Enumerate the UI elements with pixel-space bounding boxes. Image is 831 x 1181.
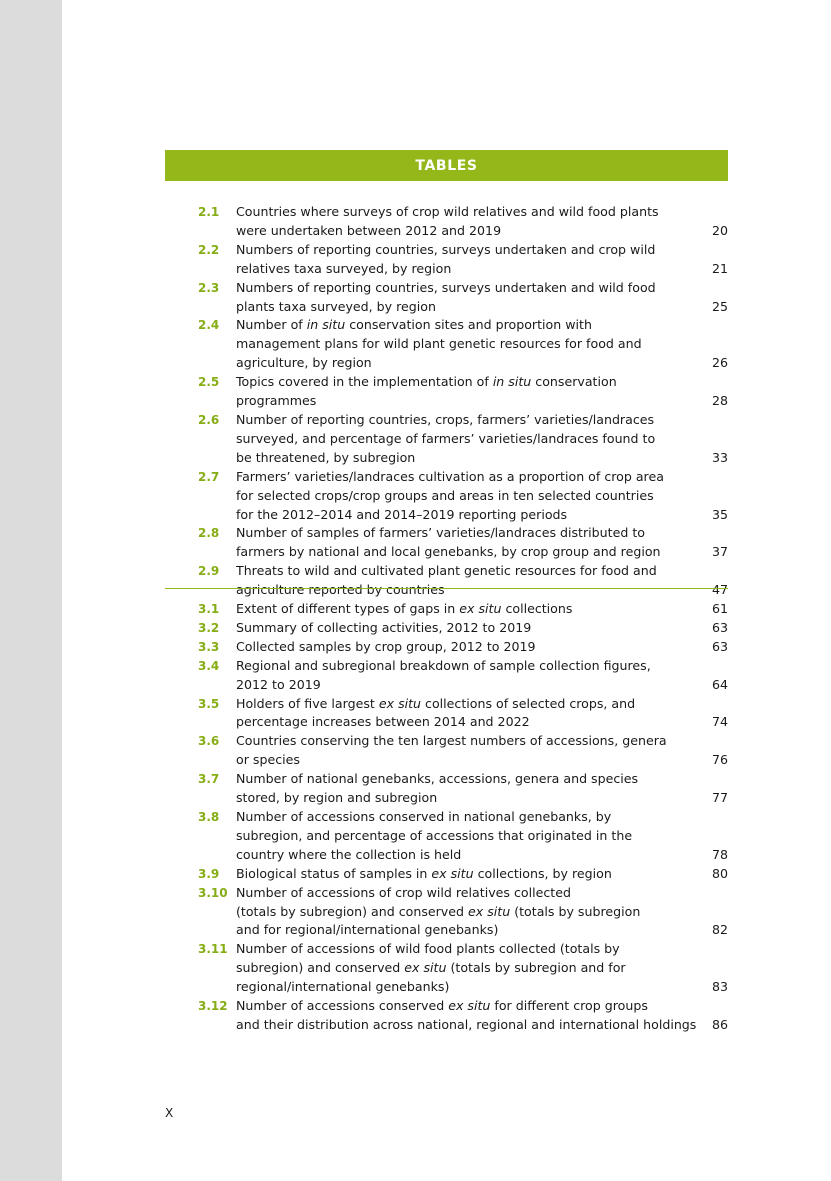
page-reference: 21 [711, 260, 728, 276]
toc-entry[interactable] [165, 997, 728, 1035]
table-title: Number of accessions of wild food plants collected (totals by subregion) and conserved ex situ (totals by subregion and for regional/international genebanks) [236, 941, 626, 995]
table-number: 3.10 [198, 885, 228, 900]
page-reference: 76 [711, 752, 728, 768]
table-title: Topics covered in the implementation of in situ conservation programmes [236, 374, 617, 409]
table-title: Numbers of reporting countries, surveys undertaken and crop wild relatives taxa surveyed, by region [236, 241, 656, 276]
table-title: Number of samples of farmers’ varieties/landraces distributed to farmers by national and local genebanks, by crop group and region [236, 525, 661, 560]
table-title: Countries conserving the ten largest numbers of accessions, genera or species [236, 733, 667, 768]
toc-entry[interactable] [165, 279, 728, 317]
page-reference: 35 [711, 506, 728, 522]
page-reference: 63 [711, 619, 728, 635]
table-title: Number of accessions conserved ex situ for different crop groups and their distribution across national, regional and international holdings [236, 998, 697, 1032]
page-reference: 64 [711, 676, 728, 692]
table-number: 3.11 [198, 942, 228, 957]
toc-entry[interactable] [165, 562, 728, 600]
toc-entry[interactable] [165, 316, 728, 373]
tables-banner [165, 150, 728, 181]
table-number: 3.12 [198, 999, 228, 1014]
table-title: Regional and subregional breakdown of sample collection figures, 2012 to 2019 [236, 657, 651, 692]
banner-title: TABLES [415, 157, 478, 174]
table-number: 2.1 [198, 205, 220, 219]
table-title: Biological status of samples in ex situ collections, by region [236, 865, 612, 881]
table-number: 2.2 [198, 242, 220, 257]
page-reference: 86 [711, 1016, 728, 1032]
page-reference: 26 [711, 355, 728, 371]
table-number: 2.7 [198, 469, 220, 484]
table-number: 2.9 [198, 564, 220, 579]
page-reference: 63 [711, 638, 728, 654]
toc-entry[interactable] [165, 657, 728, 695]
toc-entry[interactable] [165, 203, 728, 241]
page-reference: 33 [711, 449, 728, 465]
toc-entry[interactable] [165, 524, 728, 562]
page-reference: 25 [711, 298, 728, 314]
table-number: 3.2 [198, 620, 220, 635]
table-number: 3.7 [198, 772, 220, 787]
tables-list-chapter-3 [165, 600, 728, 1035]
table-number: 3.1 [198, 602, 220, 616]
page-reference: 61 [711, 601, 728, 616]
toc-entry[interactable] [165, 732, 728, 770]
table-title: Numbers of reporting countries, surveys undertaken and wild food plants taxa surveyed, by region [236, 279, 656, 314]
toc-entry[interactable] [165, 411, 728, 468]
table-number: 2.8 [198, 526, 220, 541]
page-reference: 82 [711, 922, 728, 938]
toc-entry[interactable] [165, 865, 728, 884]
table-title: Extent of different types of gaps in ex situ collections [236, 601, 573, 616]
table-number: 2.6 [198, 412, 220, 427]
page-reference: 83 [711, 979, 728, 995]
toc-entry[interactable] [165, 600, 728, 619]
table-number: 3.5 [198, 696, 220, 711]
toc-entry[interactable] [165, 770, 728, 808]
toc-entry[interactable] [165, 619, 728, 638]
table-number: 3.8 [198, 809, 220, 824]
table-title: Countries where surveys of crop wild relatives and wild food plants were undertaken between 2012 and 2019 [236, 204, 659, 238]
section-divider [165, 588, 728, 589]
page-reference: 28 [711, 393, 728, 409]
toc-entry[interactable] [165, 638, 728, 657]
table-title: Number of accessions conserved in national genebanks, by subregion, and percentage of accessions that originated in the country where the collection is held [236, 808, 633, 862]
toc-entry[interactable] [165, 808, 728, 865]
table-title: Threats to wild and cultivated plant genetic resources for food and agriculture reported by countries [236, 563, 657, 598]
table-title: Collected samples by crop group, 2012 to 2019 [236, 638, 536, 654]
table-number: 3.6 [198, 734, 220, 749]
table-title: Number of in situ conservation sites and proportion with management plans for wild plant genetic resources for food and agriculture, by region [236, 317, 642, 371]
table-title: Number of national genebanks, accessions, genera and species stored, by region and subregion [236, 771, 639, 806]
page-reference: 37 [711, 544, 728, 560]
page-gutter [0, 0, 62, 1181]
toc-entry[interactable] [165, 695, 728, 733]
toc-entry[interactable] [165, 884, 728, 941]
table-title: Holders of five largest ex situ collections of selected crops, and percentage increases between 2014 and 2022 [236, 695, 636, 730]
table-title: Number of reporting countries, crops, farmers’ varieties/landraces surveyed, and percentage of farmers’ varieties/landraces found to be threatened, by subregion [236, 411, 656, 465]
page-reference: 20 [711, 222, 728, 238]
toc-entry[interactable] [165, 940, 728, 997]
table-number: 3.9 [198, 866, 220, 881]
toc-entry[interactable] [165, 241, 728, 279]
page-reference: 77 [711, 790, 728, 806]
page-number: X [165, 1106, 174, 1120]
table-number: 3.3 [198, 639, 220, 654]
table-number: 3.4 [198, 658, 220, 673]
tables-list-chapter-2 [165, 203, 728, 600]
table-number: 2.3 [198, 280, 220, 295]
page-reference: 78 [711, 846, 728, 862]
table-number: 2.4 [198, 318, 220, 333]
table-title: Number of accessions of crop wild relatives collected (totals by subregion) and conserved ex situ (totals by subregion and for regional/international genebanks) [236, 884, 641, 938]
page-reference: 74 [711, 714, 728, 730]
toc-entry[interactable] [165, 373, 728, 411]
table-title: Farmers’ varieties/landraces cultivation as a proportion of crop area for selected crops/crop groups and areas in ten selected countries for the 2012–2014 and 2014–2019 reporting periods [236, 468, 664, 522]
page-reference: 47 [711, 582, 728, 598]
toc-entry[interactable] [165, 468, 728, 525]
page-reference: 80 [711, 865, 728, 881]
table-number: 2.5 [198, 375, 220, 390]
table-title: Summary of collecting activities, 2012 to 2019 [236, 619, 532, 635]
